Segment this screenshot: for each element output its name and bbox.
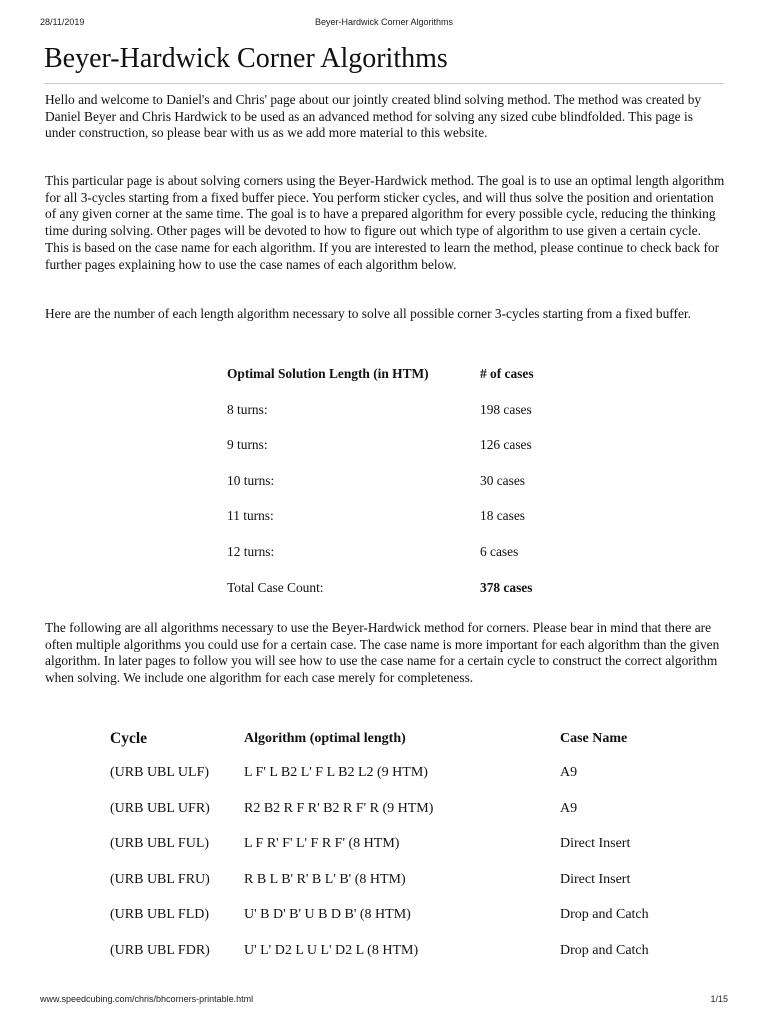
turns-cell: 11 turns: [227,508,274,524]
source-url-link[interactable]: www.speedcubing.com/chris/bhcorners-printable.html [40,994,254,1004]
algorithm-cell: R B L B' R' B L' B' (8 HTM) [244,871,406,887]
page-title: Beyer-Hardwick Corner Algorithms [44,43,448,74]
table-row [227,396,557,432]
cycle-cell: (URB UBL FDR) [110,942,210,958]
table-row [110,792,710,828]
cycle-cell: (URB UBL FLD) [110,907,210,922]
table-row [227,431,557,467]
total-row [227,574,557,610]
method-paragraph: This particular page is about solving corners using the Beyer-Hardwick method. The goal is to use an optimal length algorithm for all 3-cycles starting from a fixed buffer piece. You perform sticker cycles, and will thus solve the position and orientation of any given corner at the same time. The goal is to have a prepared algorithm for every possible cycle, reducing the thinking time during solving. Other pages will be devoted to how to figure out which type of algorithm to use given a certain cycle. This is based on the case name for each algorithm. If you are interested to learn the method, please continue to check back for further pages explaining how to use the case names of each algorithm below. [45,173,725,272]
algorithm-cell: U' B D' B' U B D B' (8 HTM) [244,907,411,922]
intro-paragraph: Hello and welcome to Daniel's and Chris' page about our jointly created blind solving method. The method was created by Daniel Beyer and Chris Hardwick to be used as an advanced method for solving any sized cube blindfolded. This page is under construction, so please bear with us as we add more material to this website. [45,92,702,141]
algorithm-cell: R2 B2 R F R' B2 R F' R (9 HTM) [244,800,434,816]
print-header-title: Beyer-Hardwick Corner Algorithms [314,17,454,27]
cases-header-label: # of cases [480,366,534,381]
title-divider [44,83,724,84]
cases-cell: 126 cases [480,437,532,453]
total-label: Total Case Count: [227,579,324,595]
algorithm-table-header [110,721,710,756]
turns-cell: 9 turns: [227,437,268,453]
algorithm-table [110,721,710,969]
turns-cell: 10 turns: [227,472,275,488]
algorithm-header: Algorithm (optimal length) [244,731,406,746]
length-intro-paragraph: Here are the number of each length algorithm necessary to solve all possible corner 3-cycles starting from a fixed buffer. [45,306,691,321]
turns-cell: 12 turns: [227,543,275,559]
algorithm-cell: L F' L B2 L' F L B2 L2 (9 HTM) [244,765,428,780]
case-name-cell: Drop and Catch [560,942,649,958]
turns-cell: 8 turns: [227,401,268,417]
algorithm-cell: U' L' D2 L U L' D2 L (8 HTM) [244,942,419,958]
table-row [227,502,557,538]
length-table [227,360,557,609]
table-row [227,538,557,574]
cycle-cell: (URB UBL ULF) [110,765,210,780]
cycle-cell: (URB UBL FRU) [110,871,210,887]
print-footer [40,994,728,1006]
table-row [110,934,710,970]
print-date: 28/11/2019 [40,17,85,27]
cases-cell: 6 cases [480,543,519,559]
cases-cell: 18 cases [480,508,525,524]
case-name-cell: Drop and Catch [560,907,649,922]
case-name-header: Case Name [560,731,628,746]
case-name-cell: Direct Insert [560,871,631,887]
algorithm-cell: L F R' F' L' F R F' (8 HTM) [244,836,400,851]
table-row [110,756,710,792]
table-row [227,467,557,503]
total-value: 378 cases [480,579,533,595]
cycle-cell: (URB UBL UFR) [110,800,210,816]
case-name-cell: A9 [560,765,578,780]
table-row [110,863,710,899]
page-number: 1/15 [710,994,728,1004]
case-name-cell: Direct Insert [560,836,631,851]
cases-cell: 30 cases [480,472,525,488]
print-header [40,17,728,29]
algorithms-intro-paragraph: The following are all algorithms necessary to use the Beyer-Hardwick method for corners. Please bear in mind that there are often multiple algorithms you could use for a certain case. The case name is more important for each algorithm than the given algorithm. In later pages to follow you will see how to use the case name for a certain cycle to construct the correct algorithm when solving. We include one algorithm for each case merely for completeness. [45,620,720,686]
case-name-cell: A9 [560,800,578,816]
cycle-header: Cycle [110,730,148,747]
cycle-cell: (URB UBL FUL) [110,836,210,851]
table-row [110,898,710,934]
table-row [110,827,710,863]
length-header-label: Optimal Solution Length (in HTM) [227,366,429,381]
length-table-header [227,360,557,396]
cases-cell: 198 cases [480,401,532,417]
